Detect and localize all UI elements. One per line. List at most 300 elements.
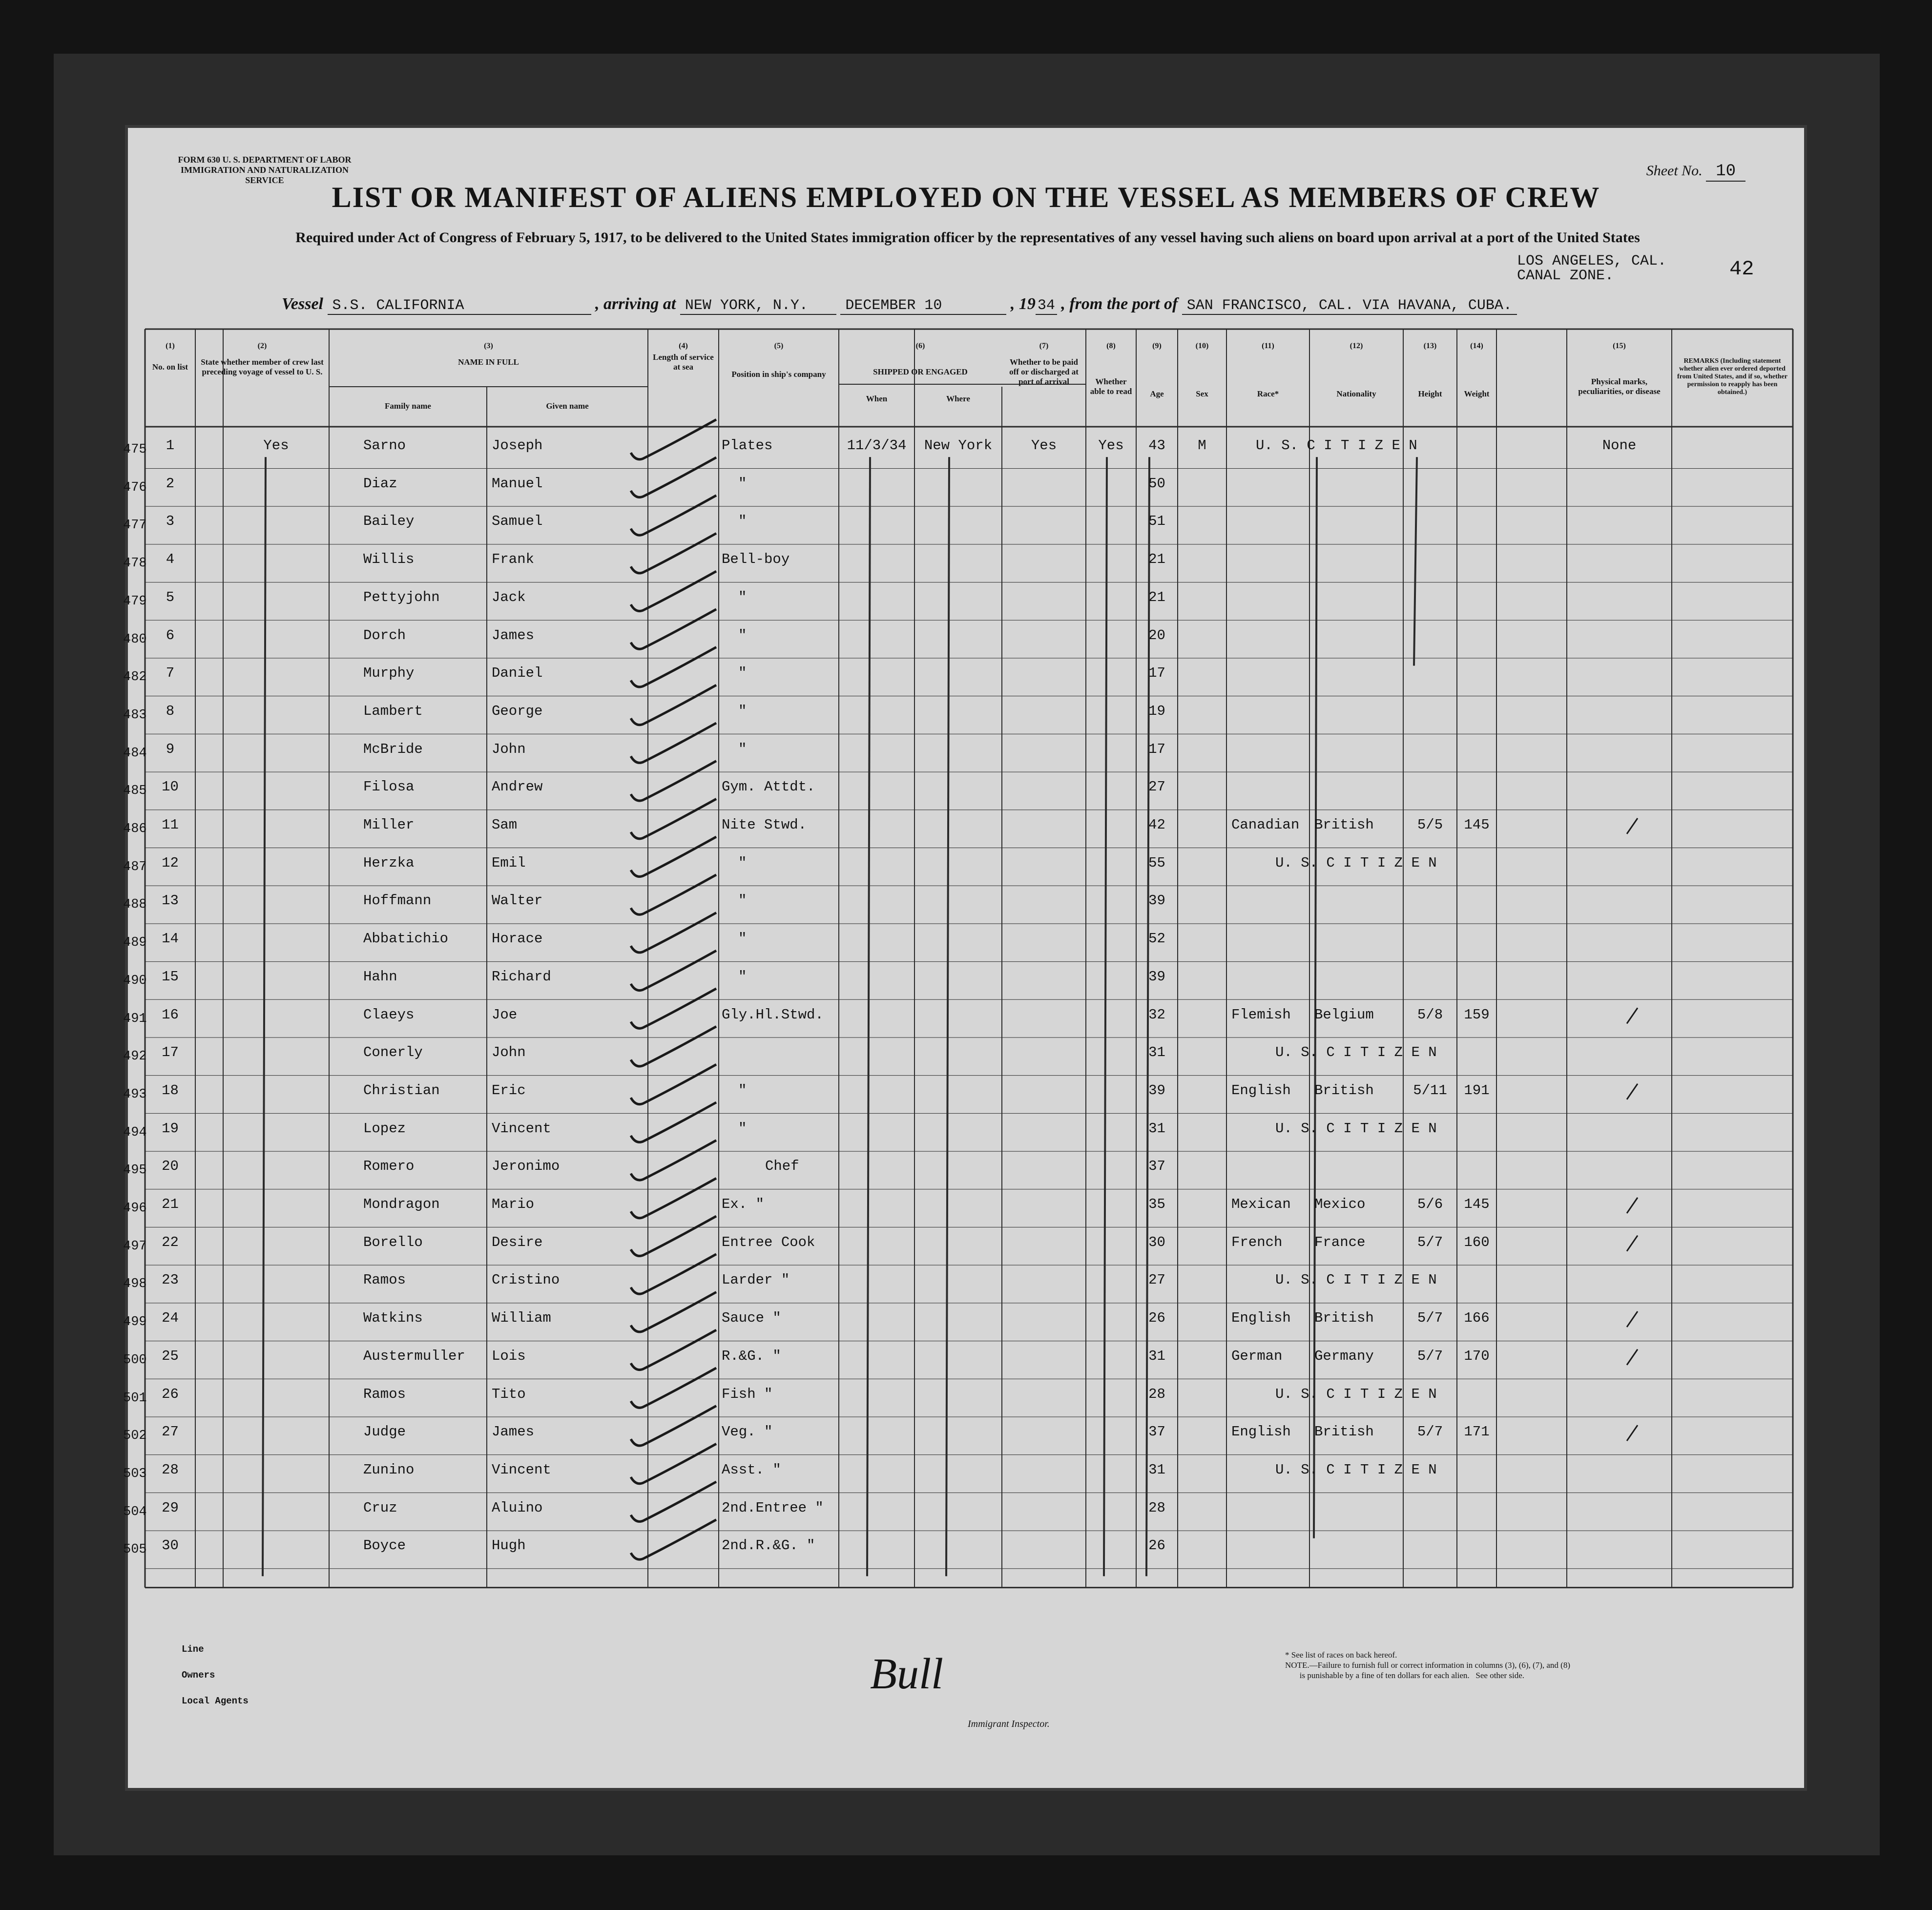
cell-age: 27	[1148, 1272, 1165, 1288]
cell-given: James	[492, 627, 535, 644]
cell-no: 19	[162, 1120, 179, 1137]
serial-number: 488	[123, 897, 147, 913]
cell-height: 5/7	[1417, 1310, 1443, 1327]
cell-weight: 171	[1464, 1424, 1490, 1440]
cell-position: 2nd.Entree "	[722, 1499, 824, 1516]
service-checkmark	[631, 1216, 716, 1256]
serial-number: 504	[123, 1504, 147, 1519]
serial-number: 475	[123, 442, 147, 457]
cell-no: 24	[162, 1310, 179, 1327]
cell-age: 30	[1148, 1234, 1165, 1250]
column-number: (13)	[1423, 342, 1437, 350]
cell-family: Miller	[363, 817, 415, 833]
cell-given: Sam	[492, 817, 518, 833]
serial-number: 502	[123, 1429, 147, 1444]
service-checkmark	[631, 609, 716, 649]
vessel-value: S.S. CALIFORNIA	[328, 297, 591, 315]
cell-race: German	[1231, 1348, 1283, 1364]
cell-age: 20	[1148, 627, 1165, 644]
remarks-tick	[1627, 1198, 1638, 1213]
serial-number: 490	[123, 973, 147, 988]
serial-number: 503	[123, 1466, 147, 1481]
column-header: Physical marks, peculiarities, or disease	[1578, 377, 1661, 396]
cell-nationality: British	[1314, 817, 1374, 833]
cell-given: Andrew	[492, 779, 543, 795]
cell-position: "	[738, 475, 747, 492]
cell-family: Watkins	[363, 1310, 423, 1327]
cell-given: Vincent	[492, 1120, 551, 1137]
cell-no: 29	[162, 1499, 179, 1516]
column-header: No. on list	[152, 362, 188, 372]
cell-family: Zunino	[363, 1461, 415, 1478]
serial-number: 483	[123, 707, 147, 723]
cell-citizen: U. S. C I T I Z E N	[1275, 1120, 1437, 1137]
serial-number: 492	[123, 1049, 147, 1064]
cell-age: 26	[1148, 1310, 1165, 1327]
cell-height: 5/6	[1417, 1196, 1443, 1212]
service-checkmark	[631, 419, 716, 459]
service-checkmark	[631, 457, 716, 498]
service-checkmark	[631, 761, 716, 801]
cell-family: Lopez	[363, 1120, 406, 1137]
cell-age: 28	[1148, 1499, 1165, 1516]
sheet-label: Sheet No.	[1646, 163, 1703, 179]
service-checkmark	[631, 1482, 716, 1522]
cell-family: Filosa	[363, 779, 415, 795]
service-checkmark	[631, 1254, 716, 1294]
service-checkmark	[631, 496, 716, 536]
column-header: Nationality	[1336, 389, 1376, 398]
cell-given: Joe	[492, 1006, 518, 1023]
cell-height: 5/7	[1417, 1348, 1443, 1364]
serial-number: 479	[123, 594, 147, 609]
serial-number: 501	[123, 1391, 147, 1406]
cell-family: Sarno	[363, 437, 406, 454]
cell-given: Jack	[492, 589, 526, 605]
service-checkmark	[631, 533, 716, 573]
cell-given: Aluino	[492, 1499, 543, 1516]
service-checkmark	[631, 1064, 716, 1104]
cell-race: Mexican	[1231, 1196, 1291, 1212]
cell-position: Fish "	[722, 1386, 773, 1402]
cell-position: 2nd.R.&G. "	[722, 1537, 815, 1554]
column-header: NAME IN FULL	[458, 357, 519, 367]
serial-number: 476	[123, 480, 147, 495]
cell-family: Abbatichio	[363, 931, 449, 947]
cell-position: "	[738, 741, 747, 757]
manifest-page	[123, 128, 1804, 1788]
serial-number: 498	[123, 1277, 147, 1292]
cell-position: "	[738, 1120, 747, 1137]
cell-race: English	[1231, 1310, 1291, 1327]
cell-age: 21	[1148, 589, 1165, 605]
column-number: (11)	[1262, 342, 1274, 350]
cell-family: Dorch	[363, 627, 406, 644]
cell-family: Ramos	[363, 1386, 406, 1402]
remarks-tick	[1627, 1425, 1638, 1441]
cell-given: Tito	[492, 1386, 526, 1402]
cell-no: 1	[166, 437, 175, 454]
cell-family: Herzka	[363, 854, 415, 871]
service-checkmark	[631, 875, 716, 915]
cell-position: R.&G. "	[722, 1348, 781, 1364]
cell-prev: Yes	[263, 437, 289, 454]
page-title: LIST OR MANIFEST OF ALIENS EMPLOYED ON THE VESSEL AS MEMBERS OF CREW	[332, 181, 1600, 213]
cell-position: Entree Cook	[722, 1234, 815, 1250]
serial-number: 487	[123, 859, 147, 874]
column-header: Where	[946, 394, 970, 403]
form-label: FORM 630 U. S. DEPARTMENT OF LABOR IMMIGRATION AND NATURALIZATION SERVICE	[178, 155, 352, 185]
cell-age: 27	[1148, 779, 1165, 795]
cell-weight: 160	[1464, 1234, 1490, 1250]
cell-position: Chef	[765, 1158, 799, 1175]
cell-position: "	[738, 854, 747, 871]
column-number: (14)	[1470, 342, 1483, 350]
cell-family: Bailey	[363, 513, 415, 530]
cell-family: Judge	[363, 1424, 406, 1440]
cell-no: 2	[166, 475, 175, 492]
cell-nationality: Germany	[1314, 1348, 1374, 1364]
column-header: Position in ship's company	[731, 370, 826, 379]
cell-no: 9	[166, 741, 175, 757]
column-header: Age	[1150, 389, 1164, 398]
cell-position: "	[738, 513, 747, 530]
cell-no: 7	[166, 665, 175, 682]
serial-number: 485	[123, 784, 147, 799]
cell-no: 17	[162, 1044, 179, 1061]
serial-number: 480	[123, 632, 147, 647]
cell-age: 37	[1148, 1424, 1165, 1440]
cell-given: Jeronimo	[492, 1158, 560, 1175]
cell-family: Austermuller	[363, 1348, 465, 1364]
cell-given: Eric	[492, 1082, 526, 1099]
cell-height: 5/11	[1413, 1082, 1447, 1099]
service-checkmark	[631, 1330, 716, 1370]
cell-position: "	[738, 589, 747, 605]
service-checkmark	[631, 989, 716, 1028]
cell-weight: 191	[1464, 1082, 1490, 1099]
service-checkmark	[631, 1026, 716, 1066]
cell-no: 27	[162, 1424, 179, 1440]
year-value: 34	[1036, 297, 1057, 315]
remarks-tick	[1627, 818, 1638, 834]
cell-age: 28	[1148, 1386, 1165, 1402]
service-checkmark	[631, 1292, 716, 1332]
cell-age: 51	[1148, 513, 1165, 530]
serial-number: 497	[123, 1239, 147, 1254]
cell-race: English	[1231, 1082, 1291, 1099]
cell-family: Hahn	[363, 968, 397, 985]
cell-position: Sauce "	[722, 1310, 781, 1327]
cell-position: Plates	[722, 437, 773, 454]
column-header: Sex	[1196, 389, 1208, 398]
cell-given: Cristino	[492, 1272, 560, 1288]
cell-position: "	[738, 968, 747, 985]
cell-family: Willis	[363, 551, 415, 568]
cell-no: 6	[166, 627, 175, 644]
cell-no: 11	[162, 817, 179, 833]
cell-given: James	[492, 1424, 535, 1440]
cell-race: Canadian	[1231, 817, 1300, 833]
cell-given: William	[492, 1310, 551, 1327]
cell-no: 25	[162, 1348, 179, 1364]
cell-age: 17	[1148, 741, 1165, 757]
cell-position: "	[738, 931, 747, 947]
cell-age: 39	[1148, 893, 1165, 909]
cell-age: 26	[1148, 1537, 1165, 1554]
cell-position: Nite Stwd.	[722, 817, 807, 833]
cell-family: Romero	[363, 1158, 415, 1175]
cell-family: Murphy	[363, 665, 415, 682]
from-label: , from the port of	[1061, 295, 1178, 313]
column-number: (2)	[257, 342, 267, 350]
cell-marks: None	[1602, 437, 1637, 454]
cell-nationality: France	[1314, 1234, 1366, 1250]
cell-given: Hugh	[492, 1537, 526, 1554]
column-header: State whether member of crew last preceding voyage of vessel to U. S.	[201, 357, 324, 376]
column-header: Weight	[1464, 389, 1490, 398]
cell-age: 31	[1148, 1348, 1165, 1364]
cell-citizen: U. S. C I T I Z E N	[1275, 1272, 1437, 1288]
cell-citizen: U. S. C I T I Z E N	[1256, 437, 1417, 454]
cell-age: 39	[1148, 968, 1165, 985]
column-header: Family name	[385, 401, 431, 411]
cell-given: Walter	[492, 893, 543, 909]
service-checkmark	[631, 647, 716, 687]
service-checkmark	[631, 1520, 716, 1560]
cell-weight: 166	[1464, 1310, 1490, 1327]
column-number: (8)	[1106, 342, 1116, 350]
service-checkmark	[631, 571, 716, 611]
cell-no: 28	[162, 1461, 179, 1478]
cell-position: "	[738, 703, 747, 719]
cell-age: 52	[1148, 931, 1165, 947]
page-subtitle: Required under Act of Congress of February 5, 1917, to be delivered to the United States immigration officer by the representatives of any vessel having such aliens on board upon arrival at a port of the United States	[295, 229, 1640, 246]
cell-age: 35	[1148, 1196, 1165, 1212]
column-header: Race*	[1257, 389, 1279, 398]
column-number: (1)	[166, 342, 175, 350]
cell-age: 37	[1148, 1158, 1165, 1175]
owners-label: Owners	[182, 1670, 215, 1681]
cell-race: English	[1231, 1424, 1291, 1440]
cell-given: Desire	[492, 1234, 543, 1250]
service-checkmark	[631, 951, 716, 991]
cell-nationality: Mexico	[1314, 1196, 1366, 1212]
cell-no: 8	[166, 703, 175, 719]
service-checkmark	[631, 1141, 716, 1181]
service-checkmark	[631, 799, 716, 839]
remarks-tick	[1627, 1349, 1638, 1365]
cell-age: 50	[1148, 475, 1165, 492]
serial-number: 478	[123, 556, 147, 571]
from-port-value: SAN FRANCISCO, CAL. VIA HAVANA, CUBA.	[1182, 297, 1517, 315]
cell-given: Mario	[492, 1196, 535, 1212]
cell-weight: 159	[1464, 1006, 1490, 1023]
cell-no: 22	[162, 1234, 179, 1250]
service-checkmark	[631, 1368, 716, 1408]
service-checkmark	[631, 723, 716, 763]
cell-height: 5/5	[1417, 817, 1443, 833]
column-header: Whether to be paid off or discharged at port of arrival	[1009, 357, 1079, 386]
column-number: (5)	[774, 342, 784, 350]
cell-position: Ex. "	[722, 1196, 765, 1212]
cell-given: Richard	[492, 968, 551, 985]
line-label: Line	[182, 1644, 204, 1655]
year-prefix: , 19	[1010, 295, 1036, 313]
cell-no: 12	[162, 854, 179, 871]
remarks-tick	[1627, 1311, 1638, 1327]
cell-given: Samuel	[492, 513, 543, 530]
cell-family: Diaz	[363, 475, 397, 492]
serial-number: 482	[123, 670, 147, 685]
column-header: SHIPPED OR ENGAGED	[873, 367, 968, 376]
inspector-label: Immigrant Inspector.	[968, 1719, 1050, 1729]
cell-nationality: Belgium	[1314, 1006, 1374, 1023]
cell-race: Flemish	[1231, 1006, 1291, 1023]
cell-family: Boyce	[363, 1537, 406, 1554]
column-header: Length of service at sea	[653, 353, 714, 372]
column-number: (10)	[1195, 342, 1209, 350]
sheet-value: 10	[1706, 162, 1745, 182]
cell-no: 5	[166, 589, 175, 605]
ports-annotation: LOS ANGELES, CAL. CANAL ZONE.	[1517, 253, 1667, 284]
cell-citizen: U. S. C I T I Z E N	[1275, 1386, 1437, 1402]
column-number: (9)	[1152, 342, 1162, 350]
cell-no: 30	[162, 1537, 179, 1554]
column-number: (6)	[915, 342, 925, 350]
cell-no: 18	[162, 1082, 179, 1099]
serial-number: 496	[123, 1201, 147, 1216]
cell-citizen: U. S. C I T I Z E N	[1275, 1461, 1437, 1478]
cell-when: 11/3/34	[847, 437, 907, 454]
cell-family: Hoffmann	[363, 893, 432, 909]
vessel-label: Vessel	[282, 295, 323, 313]
cell-given: Emil	[492, 854, 526, 871]
cell-family: Claeys	[363, 1006, 415, 1023]
inspector-signature: Bull	[870, 1650, 943, 1698]
cell-age: 31	[1148, 1461, 1165, 1478]
remarks-tick	[1627, 1084, 1638, 1100]
cell-nationality: British	[1314, 1424, 1374, 1440]
cell-age: 31	[1148, 1044, 1165, 1061]
cell-citizen: U. S. C I T I Z E N	[1275, 854, 1437, 871]
cell-no: 15	[162, 968, 179, 985]
column-number: (3)	[484, 342, 493, 350]
cell-no: 21	[162, 1196, 179, 1212]
cell-where: New York	[924, 437, 993, 454]
cell-no: 13	[162, 893, 179, 909]
cell-weight: 170	[1464, 1348, 1490, 1364]
cell-no: 23	[162, 1272, 179, 1288]
cell-height: 5/8	[1417, 1006, 1443, 1023]
column-header: Given name	[546, 401, 589, 411]
cell-family: Mondragon	[363, 1196, 440, 1212]
cell-family: Pettyjohn	[363, 589, 440, 605]
cell-no: 10	[162, 779, 179, 795]
serial-number: 493	[123, 1087, 147, 1102]
cell-age: 43	[1148, 437, 1165, 454]
cell-given: George	[492, 703, 543, 719]
cell-no: 14	[162, 931, 179, 947]
cell-family: McBride	[363, 741, 423, 757]
service-checkmark	[631, 685, 716, 725]
serial-number: 477	[123, 518, 147, 533]
cell-family: Christian	[363, 1082, 440, 1099]
remarks-tick	[1627, 1236, 1638, 1251]
column-number: (7)	[1039, 342, 1049, 350]
cell-position: Veg. "	[722, 1424, 773, 1440]
cell-position: Bell-boy	[722, 551, 790, 568]
serial-number: 495	[123, 1163, 147, 1178]
cell-height: 5/7	[1417, 1234, 1443, 1250]
cell-position: "	[738, 1082, 747, 1099]
cell-position: Gly.Hl.Stwd.	[722, 1006, 824, 1023]
cell-height: 5/7	[1417, 1424, 1443, 1440]
cell-family: Ramos	[363, 1272, 406, 1288]
cell-given: Joseph	[492, 437, 543, 454]
cell-given: John	[492, 1044, 526, 1061]
service-checkmark	[631, 1444, 716, 1484]
cell-family: Lambert	[363, 703, 423, 719]
cell-age: 19	[1148, 703, 1165, 719]
cell-given: Vincent	[492, 1461, 551, 1478]
cell-age: 17	[1148, 665, 1165, 682]
cell-weight: 145	[1464, 1196, 1490, 1212]
cell-family: Borello	[363, 1234, 423, 1250]
cell-given: John	[492, 741, 526, 757]
cell-nationality: British	[1314, 1082, 1374, 1099]
service-checkmark	[631, 837, 716, 877]
column-number: (4)	[679, 342, 688, 350]
serial-number: 499	[123, 1315, 147, 1330]
column-number: (15)	[1613, 342, 1626, 350]
serial-number: 489	[123, 935, 147, 951]
serial-number: 491	[123, 1011, 147, 1026]
cell-given: Daniel	[492, 665, 543, 682]
arriving-value: NEW YORK, N.Y.	[680, 297, 836, 315]
cell-family: Cruz	[363, 1499, 397, 1516]
service-checkmark	[631, 1178, 716, 1218]
service-checkmark	[631, 913, 716, 953]
cell-read: Yes	[1098, 437, 1124, 454]
page-number: 42	[1729, 257, 1754, 281]
cell-family: Conerly	[363, 1044, 423, 1061]
cell-position: Larder "	[722, 1272, 790, 1288]
column-header: Height	[1418, 389, 1442, 398]
cell-sex: M	[1198, 437, 1206, 454]
serial-number: 484	[123, 746, 147, 761]
serial-number: 500	[123, 1352, 147, 1368]
cell-no: 16	[162, 1006, 179, 1023]
cell-given: Frank	[492, 551, 535, 568]
cell-citizen: U. S. C I T I Z E N	[1275, 1044, 1437, 1061]
cell-position: Asst. "	[722, 1461, 781, 1478]
cell-no: 4	[166, 551, 175, 568]
cell-age: 42	[1148, 817, 1165, 833]
cell-given: Horace	[492, 931, 543, 947]
cell-race: French	[1231, 1234, 1283, 1250]
cell-no: 26	[162, 1386, 179, 1402]
cell-position: Gym. Attdt.	[722, 779, 815, 795]
cell-age: 32	[1148, 1006, 1165, 1023]
cell-age: 55	[1148, 854, 1165, 871]
cell-age: 39	[1148, 1082, 1165, 1099]
service-checkmark	[631, 1406, 716, 1446]
column-header: REMARKS (Including statement whether alien ever ordered deported from United States, and if so, whether permission to reapply has been obtained.)	[1677, 357, 1788, 396]
column-number: (12)	[1350, 342, 1363, 350]
cell-age: 31	[1148, 1120, 1165, 1137]
agents-label: Local Agents	[182, 1696, 249, 1706]
